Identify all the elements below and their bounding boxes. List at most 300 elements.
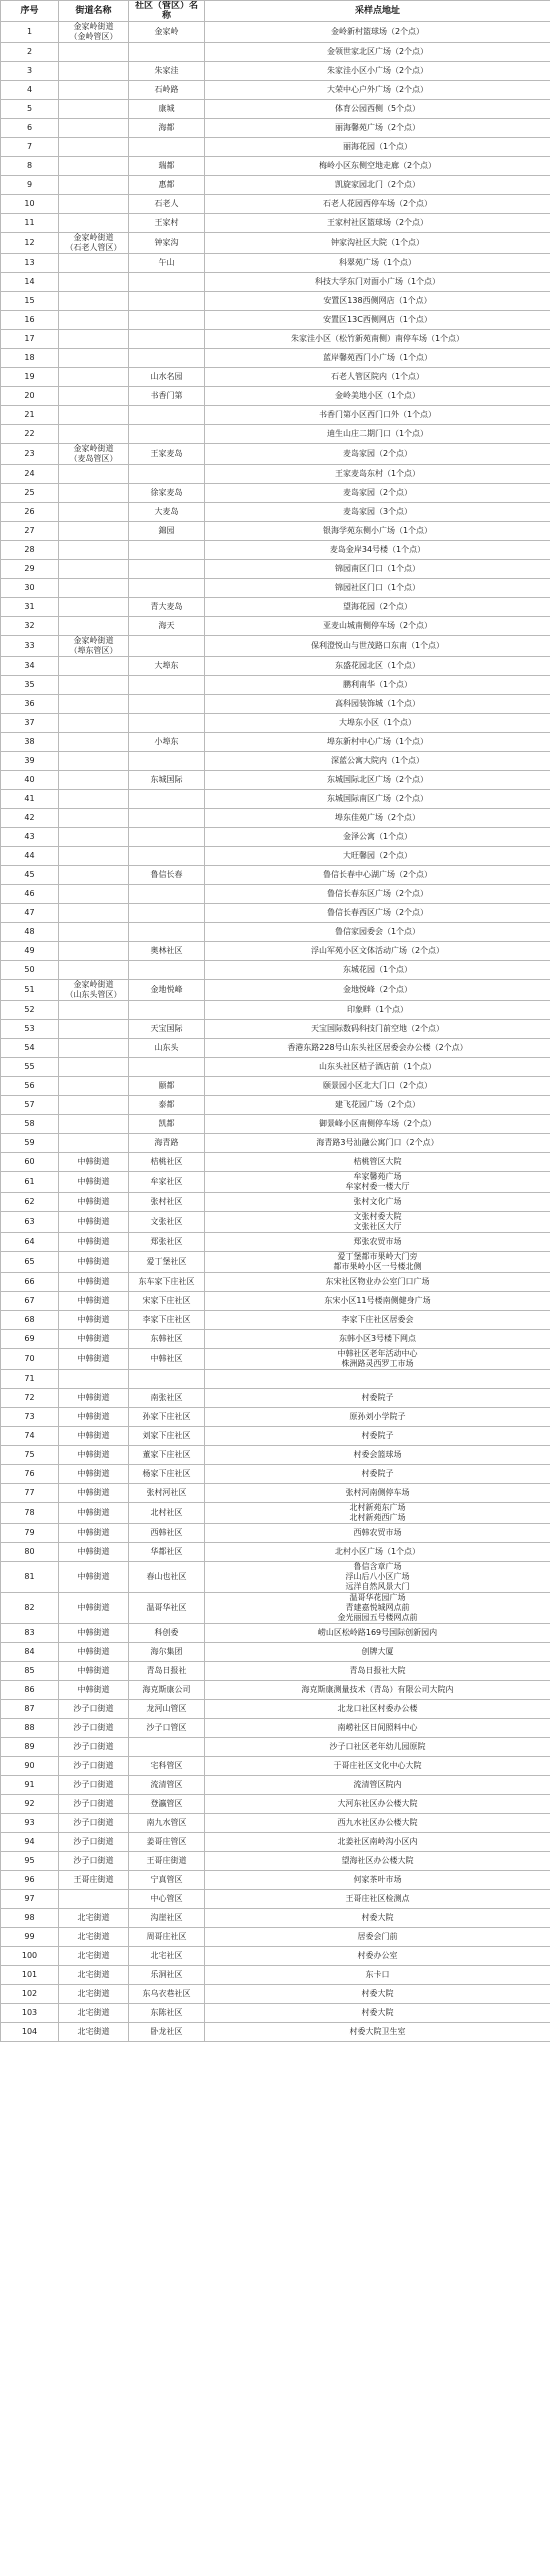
- table-row: [1, 1985, 550, 2004]
- cell-address: 石老人花园西停车场（2个点）: [205, 195, 550, 214]
- cell-address: 安置区138西侧网店（1个点）: [205, 292, 550, 311]
- cell-index: 89: [1, 1738, 59, 1757]
- table-row: [1, 579, 550, 598]
- table-row: [1, 503, 550, 522]
- cell-street: 中韩街道: [59, 1662, 129, 1681]
- cell-community: 宋家下庄社区: [129, 1292, 205, 1311]
- cell-index: 96: [1, 1871, 59, 1890]
- cell-address: 印象畔（1个点）: [205, 1001, 550, 1020]
- cell-index: 67: [1, 1292, 59, 1311]
- cell-address: 王哥庄社区检测点: [205, 1890, 550, 1909]
- table-row: [1, 22, 550, 43]
- table-row: [1, 1292, 550, 1311]
- cell-index: 27: [1, 522, 59, 541]
- cell-address: 颐景园小区北大门口（2个点）: [205, 1077, 550, 1096]
- cell-address: 麦岛家园（2个点）: [205, 484, 550, 503]
- table-row: [1, 1058, 550, 1077]
- cell-community: 东乌衣巷社区: [129, 1985, 205, 2004]
- cell-street: [59, 961, 129, 980]
- cell-address: 金地悦峰（2个点）: [205, 980, 550, 1001]
- table-row: [1, 828, 550, 847]
- table-row: [1, 1039, 550, 1058]
- table-row: [1, 1662, 550, 1681]
- table-row: [1, 809, 550, 828]
- cell-community: 流清管区: [129, 1776, 205, 1795]
- cell-street: [59, 771, 129, 790]
- cell-community: 宁真管区: [129, 1871, 205, 1890]
- cell-street: 中韩街道: [59, 1593, 129, 1624]
- cell-street: [59, 157, 129, 176]
- cell-address: 北村小区广场（1个点）: [205, 1543, 550, 1562]
- cell-index: 59: [1, 1134, 59, 1153]
- cell-street: [59, 330, 129, 349]
- table-row: [1, 1172, 550, 1193]
- table-row: [1, 617, 550, 636]
- cell-index: 45: [1, 866, 59, 885]
- cell-street: 中韩街道: [59, 1153, 129, 1172]
- table-row: [1, 43, 550, 62]
- cell-address: 东宋小区11号楼南侧健身广场: [205, 1292, 550, 1311]
- cell-community: 瑞都: [129, 157, 205, 176]
- cell-community: 登瀛管区: [129, 1795, 205, 1814]
- cell-street: 沙子口街道: [59, 1852, 129, 1871]
- cell-community: 午山: [129, 254, 205, 273]
- table-row: [1, 1115, 550, 1134]
- cell-index: 18: [1, 349, 59, 368]
- cell-address: 金泽公寓（1个点）: [205, 828, 550, 847]
- cell-street: [59, 292, 129, 311]
- cell-street: [59, 617, 129, 636]
- cell-index: 5: [1, 100, 59, 119]
- cell-index: 99: [1, 1928, 59, 1947]
- cell-index: 57: [1, 1096, 59, 1115]
- cell-community: 海青路: [129, 1134, 205, 1153]
- table-row: [1, 1738, 550, 1757]
- cell-address: 大荣中心户外广场（2个点）: [205, 81, 550, 100]
- cell-address: 王家麦岛东村（1个点）: [205, 465, 550, 484]
- cell-street: [59, 522, 129, 541]
- table-row: [1, 2004, 550, 2023]
- table-row: [1, 733, 550, 752]
- cell-address: [205, 1370, 550, 1389]
- cell-community: 桔桃社区: [129, 1153, 205, 1172]
- table-row: [1, 695, 550, 714]
- cell-index: 94: [1, 1833, 59, 1852]
- cell-street: 北宅街道: [59, 2004, 129, 2023]
- cell-index: 70: [1, 1349, 59, 1370]
- cell-index: 48: [1, 923, 59, 942]
- cell-address: 丽海花园（1个点）: [205, 138, 550, 157]
- table-row: [1, 444, 550, 465]
- cell-address: 流清管区院内: [205, 1776, 550, 1795]
- table-row: [1, 214, 550, 233]
- cell-street: 中韩街道: [59, 1681, 129, 1700]
- cell-community: [129, 579, 205, 598]
- cell-address: 郑张农贸市场: [205, 1233, 550, 1252]
- cell-address: 温哥华花园广场 青建嘉悦城网点前 金光丽园五号楼网点前: [205, 1593, 550, 1624]
- cell-address: 西九水社区办公楼大院: [205, 1814, 550, 1833]
- cell-community: 海天: [129, 617, 205, 636]
- cell-street: [59, 923, 129, 942]
- table-row: [1, 961, 550, 980]
- cell-community: 龙河山管区: [129, 1700, 205, 1719]
- cell-street: 中韩街道: [59, 1484, 129, 1503]
- cell-index: 100: [1, 1947, 59, 1966]
- cell-community: 海都: [129, 119, 205, 138]
- cell-index: 68: [1, 1311, 59, 1330]
- cell-address: 望海社区办公楼大院: [205, 1852, 550, 1871]
- cell-address: 大旺馨园（2个点）: [205, 847, 550, 866]
- cell-community: 卧龙社区: [129, 2023, 205, 2042]
- cell-address: 香港东路228号山东头社区居委会办公楼（2个点）: [205, 1039, 550, 1058]
- table-row: [1, 1543, 550, 1562]
- cell-street: [59, 406, 129, 425]
- cell-index: 73: [1, 1408, 59, 1427]
- cell-street: [59, 349, 129, 368]
- cell-street: 中韩街道: [59, 1349, 129, 1370]
- cell-street: 中韩街道: [59, 1503, 129, 1524]
- cell-community: 颐都: [129, 1077, 205, 1096]
- cell-index: 7: [1, 138, 59, 157]
- table-row: [1, 866, 550, 885]
- table-row: [1, 465, 550, 484]
- cell-street: 中韩街道: [59, 1446, 129, 1465]
- cell-index: 30: [1, 579, 59, 598]
- cell-community: [129, 923, 205, 942]
- cell-community: [129, 425, 205, 444]
- cell-index: 53: [1, 1020, 59, 1039]
- cell-street: [59, 176, 129, 195]
- cell-community: 李家下庄社区: [129, 1311, 205, 1330]
- cell-index: 15: [1, 292, 59, 311]
- cell-index: 40: [1, 771, 59, 790]
- cell-index: 21: [1, 406, 59, 425]
- table-row: [1, 1020, 550, 1039]
- cell-community: 温哥华社区: [129, 1593, 205, 1624]
- cell-index: 103: [1, 2004, 59, 2023]
- cell-address: 银海学苑东侧小广场（1个点）: [205, 522, 550, 541]
- cell-community: [129, 560, 205, 579]
- cell-index: 42: [1, 809, 59, 828]
- cell-community: [129, 1370, 205, 1389]
- cell-index: 34: [1, 657, 59, 676]
- cell-index: 28: [1, 541, 59, 560]
- cell-community: [129, 695, 205, 714]
- cell-community: 朱家洼: [129, 62, 205, 81]
- cell-community: 宅科管区: [129, 1757, 205, 1776]
- table-row: [1, 1503, 550, 1524]
- cell-index: 1: [1, 22, 59, 43]
- table-row: [1, 1389, 550, 1408]
- cell-street: 中韩街道: [59, 1292, 129, 1311]
- cell-street: 沙子口街道: [59, 1757, 129, 1776]
- cell-community: 东韩社区: [129, 1330, 205, 1349]
- table-row: [1, 484, 550, 503]
- cell-street: [59, 273, 129, 292]
- cell-address: 大河东社区办公楼大院: [205, 1795, 550, 1814]
- cell-community: 王家村: [129, 214, 205, 233]
- cell-community: 钟家沟: [129, 233, 205, 254]
- cell-index: 69: [1, 1330, 59, 1349]
- cell-index: 76: [1, 1465, 59, 1484]
- cell-index: 95: [1, 1852, 59, 1871]
- cell-community: 海克斯康公司: [129, 1681, 205, 1700]
- cell-community: [129, 541, 205, 560]
- table-row: [1, 1077, 550, 1096]
- table-row: [1, 138, 550, 157]
- table-body: [1, 22, 550, 2042]
- cell-index: 31: [1, 598, 59, 617]
- cell-address: 居委会门前: [205, 1928, 550, 1947]
- cell-address: 青岛日报社大院: [205, 1662, 550, 1681]
- cell-address: 天宝国际数码科技门前空地（2个点）: [205, 1020, 550, 1039]
- cell-index: 64: [1, 1233, 59, 1252]
- cell-street: 金家岭街道 （麦岛管区）: [59, 444, 129, 465]
- cell-community: 东陈社区: [129, 2004, 205, 2023]
- cell-address: 村委办公室: [205, 1947, 550, 1966]
- cell-address: 钟家沟社区大院（1个点）: [205, 233, 550, 254]
- cell-index: 41: [1, 790, 59, 809]
- table-row: [1, 1134, 550, 1153]
- table-row: [1, 1814, 550, 1833]
- cell-street: [59, 676, 129, 695]
- cell-address: 御景峰小区南侧停车场（2个点）: [205, 1115, 550, 1134]
- cell-address: 建飞花园广场（2个点）: [205, 1096, 550, 1115]
- cell-index: 51: [1, 980, 59, 1001]
- cell-index: 90: [1, 1757, 59, 1776]
- cell-index: 72: [1, 1389, 59, 1408]
- cell-community: 刘家下庄社区: [129, 1427, 205, 1446]
- table-row: [1, 714, 550, 733]
- cell-community: 鲁信长春: [129, 866, 205, 885]
- cell-community: 南九水管区: [129, 1814, 205, 1833]
- table-row: [1, 330, 550, 349]
- cell-address: 金岭美地小区（1个点）: [205, 387, 550, 406]
- cell-index: 87: [1, 1700, 59, 1719]
- cell-community: [129, 406, 205, 425]
- cell-community: 中韩社区: [129, 1349, 205, 1370]
- cell-index: 84: [1, 1643, 59, 1662]
- cell-street: [59, 809, 129, 828]
- cell-community: [129, 714, 205, 733]
- cell-community: 杨家下庄社区: [129, 1465, 205, 1484]
- cell-street: [59, 100, 129, 119]
- cell-street: 中韩街道: [59, 1252, 129, 1273]
- table-row: [1, 541, 550, 560]
- cell-street: [59, 714, 129, 733]
- table-row: [1, 62, 550, 81]
- table-row: [1, 1212, 550, 1233]
- cell-street: 中韩街道: [59, 1562, 129, 1593]
- cell-street: [59, 484, 129, 503]
- table-row: [1, 1719, 550, 1738]
- cell-address: 麦岛家园（2个点）: [205, 444, 550, 465]
- cell-index: 92: [1, 1795, 59, 1814]
- cell-street: [59, 1370, 129, 1389]
- cell-index: 8: [1, 157, 59, 176]
- table-row: [1, 1776, 550, 1795]
- cell-index: 4: [1, 81, 59, 100]
- cell-index: 79: [1, 1524, 59, 1543]
- cell-community: 乐洞社区: [129, 1966, 205, 1985]
- table-row: [1, 81, 550, 100]
- cell-address: 村委院子: [205, 1465, 550, 1484]
- table-row: [1, 560, 550, 579]
- cell-community: [129, 43, 205, 62]
- cell-address: 村委大院: [205, 2004, 550, 2023]
- cell-address: 北龙口社区村委办公楼: [205, 1700, 550, 1719]
- cell-community: 凯都: [129, 1115, 205, 1134]
- cell-address: 浮山军苑小区文体活动广场（2个点）: [205, 942, 550, 961]
- table-row: [1, 1330, 550, 1349]
- cell-address: 丽海馨苑广场（2个点）: [205, 119, 550, 138]
- cell-index: 58: [1, 1115, 59, 1134]
- cell-street: [59, 1039, 129, 1058]
- cell-community: 海尔集团: [129, 1643, 205, 1662]
- table-row: [1, 1795, 550, 1814]
- cell-community: 东城国际: [129, 771, 205, 790]
- cell-community: 牟家社区: [129, 1172, 205, 1193]
- cell-address: 村委院子: [205, 1427, 550, 1446]
- cell-index: 54: [1, 1039, 59, 1058]
- cell-address: 北姜社区南岭沟小区内: [205, 1833, 550, 1852]
- table-row: [1, 847, 550, 866]
- cell-street: [59, 942, 129, 961]
- table-row: [1, 349, 550, 368]
- cell-address: 何家茶叶市场: [205, 1871, 550, 1890]
- cell-address: 东盛花园北区（1个点）: [205, 657, 550, 676]
- cell-index: 80: [1, 1543, 59, 1562]
- cell-community: 南张社区: [129, 1389, 205, 1408]
- cell-street: [59, 1096, 129, 1115]
- table-row: [1, 233, 550, 254]
- table-header-row: [1, 1, 550, 22]
- cell-index: 82: [1, 1593, 59, 1624]
- cell-address: 大埠东小区（1个点）: [205, 714, 550, 733]
- cell-community: [129, 828, 205, 847]
- cell-index: 63: [1, 1212, 59, 1233]
- cell-street: 北宅街道: [59, 1947, 129, 1966]
- cell-index: 56: [1, 1077, 59, 1096]
- cell-community: 金地悦峰: [129, 980, 205, 1001]
- cell-street: [59, 138, 129, 157]
- cell-street: 中韩街道: [59, 1330, 129, 1349]
- cell-community: 周哥庄社区: [129, 1928, 205, 1947]
- cell-street: [59, 904, 129, 923]
- cell-community: [129, 752, 205, 771]
- cell-street: [59, 598, 129, 617]
- cell-street: 中韩街道: [59, 1524, 129, 1543]
- cell-address: 爱丁堡都市果岭大门旁 都市果岭小区一号楼北侧: [205, 1252, 550, 1273]
- cell-address: 石老人管区院内（1个点）: [205, 368, 550, 387]
- cell-community: 西韩社区: [129, 1524, 205, 1543]
- cell-address: 锦园南区门口（1个点）: [205, 560, 550, 579]
- table-row: [1, 1681, 550, 1700]
- cell-index: 83: [1, 1624, 59, 1643]
- cell-street: 北宅街道: [59, 1966, 129, 1985]
- cell-address: 高科园装饰城（1个点）: [205, 695, 550, 714]
- table-row: [1, 1833, 550, 1852]
- cell-address: 埠东佳苑广场（2个点）: [205, 809, 550, 828]
- cell-community: 小埠东: [129, 733, 205, 752]
- table-row: [1, 598, 550, 617]
- cell-street: [59, 81, 129, 100]
- cell-index: 101: [1, 1966, 59, 1985]
- table-row: [1, 771, 550, 790]
- cell-community: 徐家麦岛: [129, 484, 205, 503]
- cell-street: [59, 828, 129, 847]
- cell-community: 山东头: [129, 1039, 205, 1058]
- cell-community: [129, 465, 205, 484]
- table-row: [1, 254, 550, 273]
- cell-street: [59, 885, 129, 904]
- cell-index: 102: [1, 1985, 59, 2004]
- table-row: [1, 522, 550, 541]
- cell-community: 康城: [129, 100, 205, 119]
- cell-community: [129, 311, 205, 330]
- cell-street: 沙子口街道: [59, 1795, 129, 1814]
- cell-index: 77: [1, 1484, 59, 1503]
- table-row: [1, 195, 550, 214]
- cell-street: 北宅街道: [59, 2023, 129, 2042]
- cell-street: [59, 1890, 129, 1909]
- cell-index: 16: [1, 311, 59, 330]
- table-row: [1, 1928, 550, 1947]
- cell-street: 北宅街道: [59, 1928, 129, 1947]
- cell-community: 北宅社区: [129, 1947, 205, 1966]
- table-row: [1, 1252, 550, 1273]
- cell-community: [129, 349, 205, 368]
- cell-community: 沙子口管区: [129, 1719, 205, 1738]
- cell-index: 11: [1, 214, 59, 233]
- cell-index: 47: [1, 904, 59, 923]
- cell-community: 惠都: [129, 176, 205, 195]
- cell-community: 山水名园: [129, 368, 205, 387]
- cell-address: 张村河南侧停车场: [205, 1484, 550, 1503]
- cell-index: 97: [1, 1890, 59, 1909]
- table-row: [1, 1465, 550, 1484]
- cell-community: [129, 809, 205, 828]
- cell-street: [59, 560, 129, 579]
- header-address: 采样点地址: [205, 1, 550, 22]
- cell-street: 中韩街道: [59, 1543, 129, 1562]
- cell-address: 王家村社区篮球场（2个点）: [205, 214, 550, 233]
- table-row: [1, 1349, 550, 1370]
- cell-index: 24: [1, 465, 59, 484]
- cell-address: 中韩社区老年活动中心 株洲路灵西罗工市场: [205, 1349, 550, 1370]
- cell-street: [59, 1001, 129, 1020]
- table-header: [1, 1, 550, 22]
- cell-address: 科技大学东门对面小广场（1个点）: [205, 273, 550, 292]
- cell-street: 中韩街道: [59, 1273, 129, 1292]
- cell-address: 鲁信含章广场 浮山后八小区广场 远洋自然风景大门: [205, 1562, 550, 1593]
- cell-address: 金岭新村篮球场（2个点）: [205, 22, 550, 43]
- cell-community: [129, 961, 205, 980]
- cell-address: 体育公园西侧（5个点）: [205, 100, 550, 119]
- table-row: [1, 1871, 550, 1890]
- cell-index: 14: [1, 273, 59, 292]
- cell-address: 东宋社区物业办公室门口广场: [205, 1273, 550, 1292]
- cell-community: 华都社区: [129, 1543, 205, 1562]
- cell-street: [59, 866, 129, 885]
- cell-community: [129, 273, 205, 292]
- cell-community: 书香门第: [129, 387, 205, 406]
- table-row: [1, 1643, 550, 1662]
- cell-street: [59, 1077, 129, 1096]
- cell-address: 村委大院卫生室: [205, 2023, 550, 2042]
- table-row: [1, 885, 550, 904]
- cell-community: [129, 790, 205, 809]
